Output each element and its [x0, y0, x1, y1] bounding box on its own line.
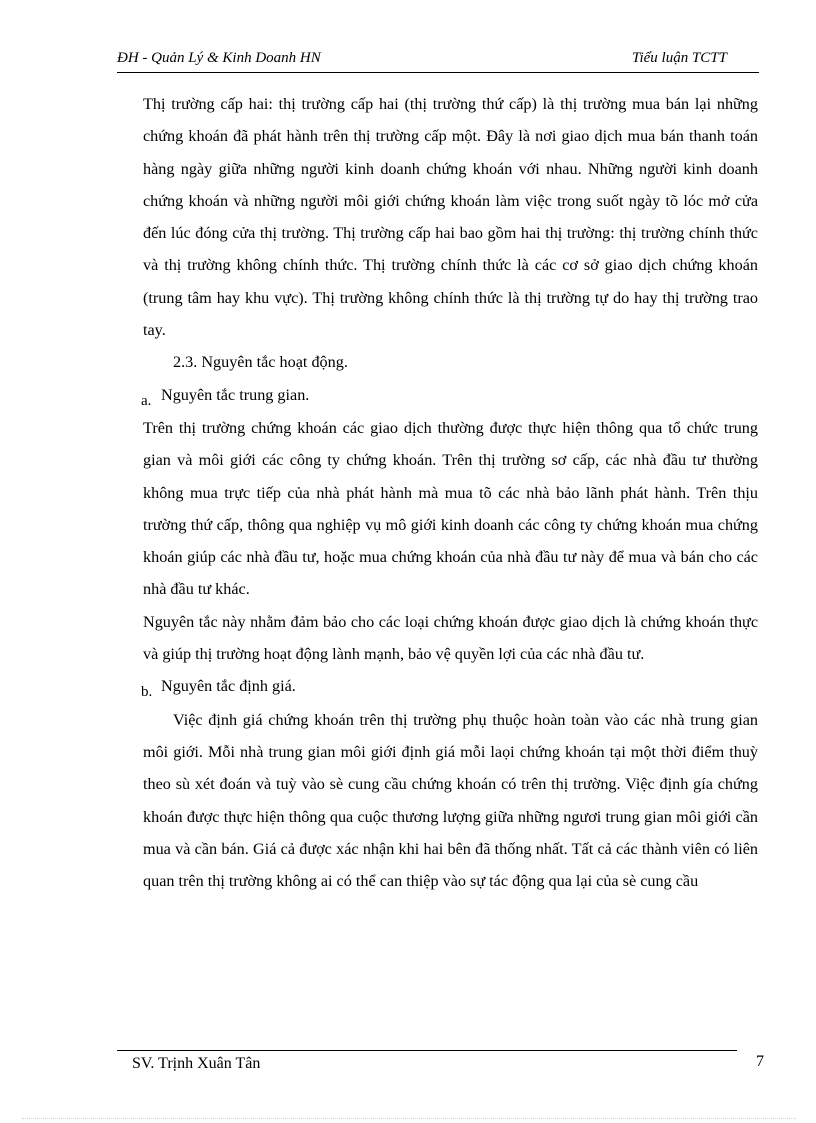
footer-author: SV. Trịnh Xuân Tân — [132, 1055, 261, 1072]
header-right: Tiểu luận TCTT — [631, 50, 727, 66]
section-heading: 2.3. Nguyên tắc hoạt động. — [173, 353, 348, 372]
document-body — [143, 88, 758, 897]
subsection-b-marker: b. — [141, 684, 153, 701]
header-left: ĐH - Quản Lý & Kinh Doanh HN — [117, 50, 321, 66]
subsection-a-heading — [141, 379, 758, 412]
footer-divider — [117, 1050, 737, 1051]
page-number: 7 — [756, 1053, 764, 1070]
subsection-b-title: Nguyên tắc định giá. — [161, 677, 296, 696]
paragraph-intermediary: Trên thị trường chứng khoán các giao dịch thường được thực hiện thông qua tổ chức trung gian và môi giới các công ty chứng khoán. Trên thị trường sơ cấp, các nhà đầu tư thường không mua trực tiếp của nhà phát hành mà mua tõ các nhà bảo lãnh phát hành. Trên thịu trường thứ cấp, thông qua nghiệp vụ mô giới kinh doanh các công ty chứng khoán mua chứng khoán giúp các nhà đầu tư, hoặc mua chứng khoán của nhà đầu tư này để mua và bán cho các nhà đầu tư khác. — [143, 418, 758, 599]
paragraph-intermediary-purpose: Nguyên tắc này nhằm đảm bảo cho các loại chứng khoán được giao dịch là chứng khoán thực và giúp thị trường hoạt động lành mạnh, bảo vệ quyền lợi của các nhà đầu tư. — [143, 612, 758, 664]
page-header — [117, 50, 759, 73]
subsection-b-heading — [141, 670, 758, 703]
paragraph-secondary-market: Thị trường cấp hai: thị trường cấp hai (thị trường thứ cấp) là thị trường mua bán lại những chứng khoán đã phát hành trên thị trường cấp một. Đây là nơi giao dịch mua bán thanh toán hàng ngày giữa những người kinh doanh chứng khoán với nhau. Những người kinh doanh chứng khoán và những người môi giới chứng khoán làm việc trong suốt ngày tõ lóc mở cửa đến lúc đóng cửa thị trường. Thị trường cấp hai bao gồm hai thị trường: thị trường chính thức và thị trường không chính thức. Thị trường chính thức là các cơ sở giao dịch chứng khoán (trung tâm hay khu vực). Thị trường không chính thức là thị trường tự do hay thị trường trao tay. — [143, 95, 758, 340]
subsection-a-title: Nguyên tắc trung gian. — [161, 385, 310, 404]
subsection-a-marker: a. — [141, 392, 152, 409]
paragraph-pricing: Việc định giá chứng khoán trên thị trường phụ thuộc hoàn toàn vào các nhà trung gian môi giới. Mỗi nhà trung gian môi giới định giá mỗi laọi chứng khoán tại một thời điểm thuỳ theo sù xét đoán và tuỳ vào sè cung cầu chứng khoán có trên thị trường. Việc định gía chứng khoán được thực hiện thông qua cuộc thương lượng giữa những ngươi trung gian môi giới cần mua và cần bán. Giá cả được xác nhận khi hai bên đã thống nhất. Tất cả các thành viên có liên quan trên thị trường không ai có thể can thiệp vào sự tác động qua lại của sè cung cầu — [143, 710, 758, 891]
page-bottom-dotted-edge — [22, 1118, 796, 1119]
